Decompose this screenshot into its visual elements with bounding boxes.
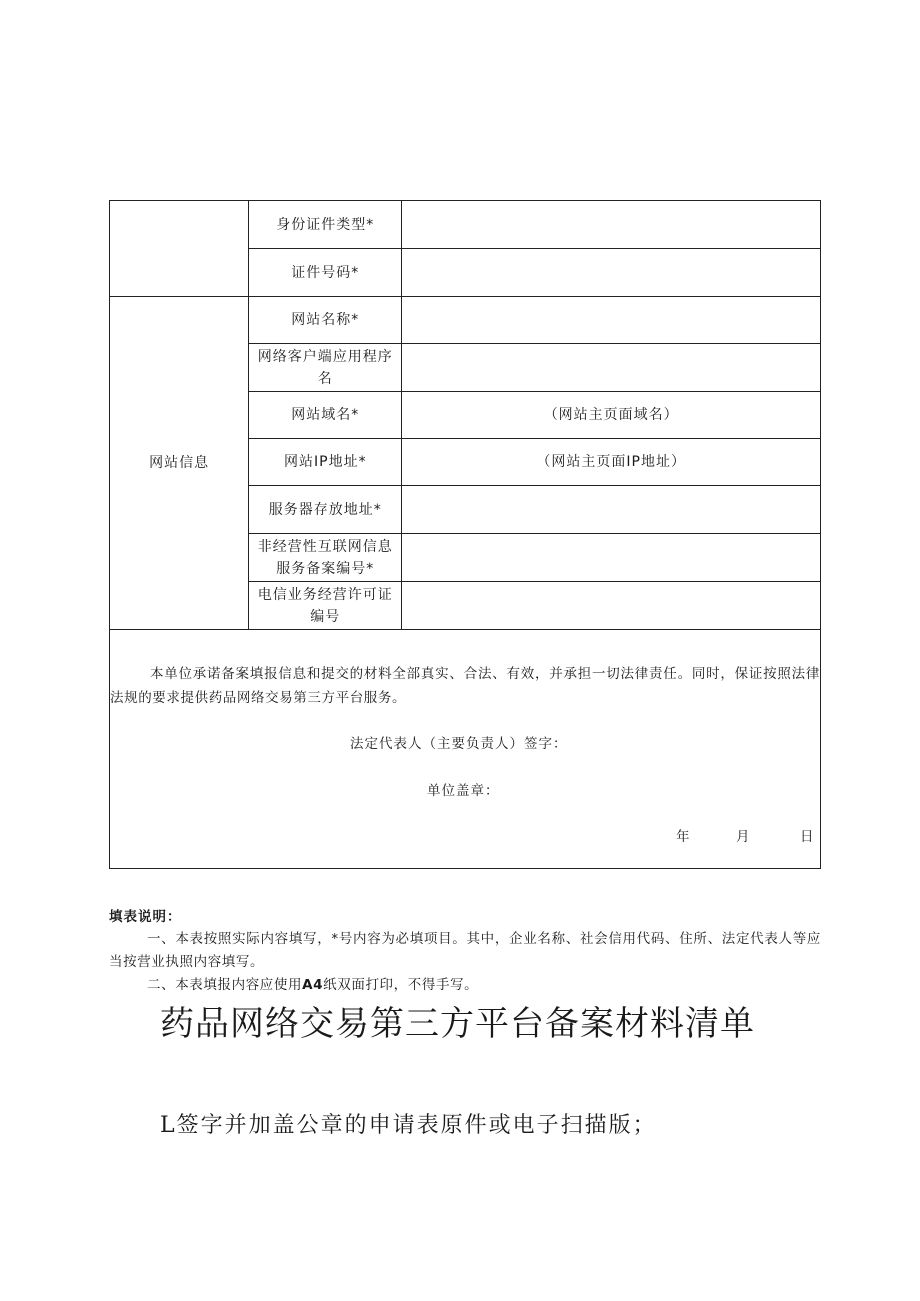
note-item-2-prefix: 二、本表填报内容应使用	[147, 977, 303, 993]
section-cell-identity	[110, 201, 249, 297]
filling-notes	[109, 928, 821, 997]
field-label-ip-address: 网站IP地址*	[249, 439, 402, 486]
table-row	[110, 630, 821, 869]
field-value-icp-filing-number[interactable]	[402, 534, 821, 582]
section-cell-website-info: 网站信息	[110, 297, 249, 630]
field-label-domain: 网站域名*	[249, 392, 402, 439]
table-row	[110, 297, 821, 344]
field-label-server-address: 服务器存放地址*	[249, 486, 402, 534]
field-label-id-number: 证件号码*	[249, 249, 402, 297]
note-item-2-suffix: 纸双面打印，不得手写。	[323, 977, 479, 993]
checklist-title: 药品网络交易第三方平台备案材料清单	[160, 1004, 755, 1044]
date-line	[676, 826, 815, 848]
field-value-telecom-license[interactable]	[402, 582, 821, 630]
field-value-domain[interactable]: （网站主页面域名）	[402, 392, 821, 439]
pledge-statement: 本单位承诺备案填报信息和提交的材料全部真实、合法、有效，并承担一切法律责任。同时，保证按照法律法规的要求提供药品网络交易第三方平台服务。	[110, 666, 820, 706]
field-label-app-name: 网络客户端应用程序名	[249, 344, 402, 392]
field-value-server-address[interactable]	[402, 486, 821, 534]
field-value-id-number[interactable]	[402, 249, 821, 297]
field-value-website-name[interactable]	[402, 297, 821, 344]
note-item-2-paper-size: A4	[302, 977, 324, 993]
registration-form-table	[109, 200, 821, 869]
field-value-app-name[interactable]	[402, 344, 821, 392]
seal-label: 单位盖章：	[427, 783, 500, 799]
date-month-label: 月	[736, 829, 751, 845]
field-value-ip-address[interactable]: （网站主页面IP地址）	[402, 439, 821, 486]
field-label-telecom-license: 电信业务经营许可证编号	[249, 582, 402, 630]
date-year-label: 年	[676, 829, 691, 845]
field-label-website-name: 网站名称*	[249, 297, 402, 344]
field-label-id-type: 身份证件类型*	[249, 201, 402, 249]
notes-title: 填表说明：	[109, 909, 182, 925]
signature-label: 法定代表人（主要负责人）签字：	[350, 736, 568, 752]
checklist-item: L签字并加盖公章的申请表原件或电子扫描版；	[160, 1113, 657, 1138]
pledge-cell	[110, 630, 821, 869]
field-value-id-type[interactable]	[402, 201, 821, 249]
date-day-label: 日	[800, 829, 815, 845]
note-item-1: 一、本表按照实际内容填写，*号内容为必填项目。其中，企业名称、社会信用代码、住所、法定代表人等应当按营业执照内容填写。	[109, 931, 821, 970]
note-item-2	[109, 974, 821, 997]
table-row	[110, 201, 821, 249]
field-label-icp-filing-number: 非经营性互联网信息服务备案编号*	[249, 534, 402, 582]
